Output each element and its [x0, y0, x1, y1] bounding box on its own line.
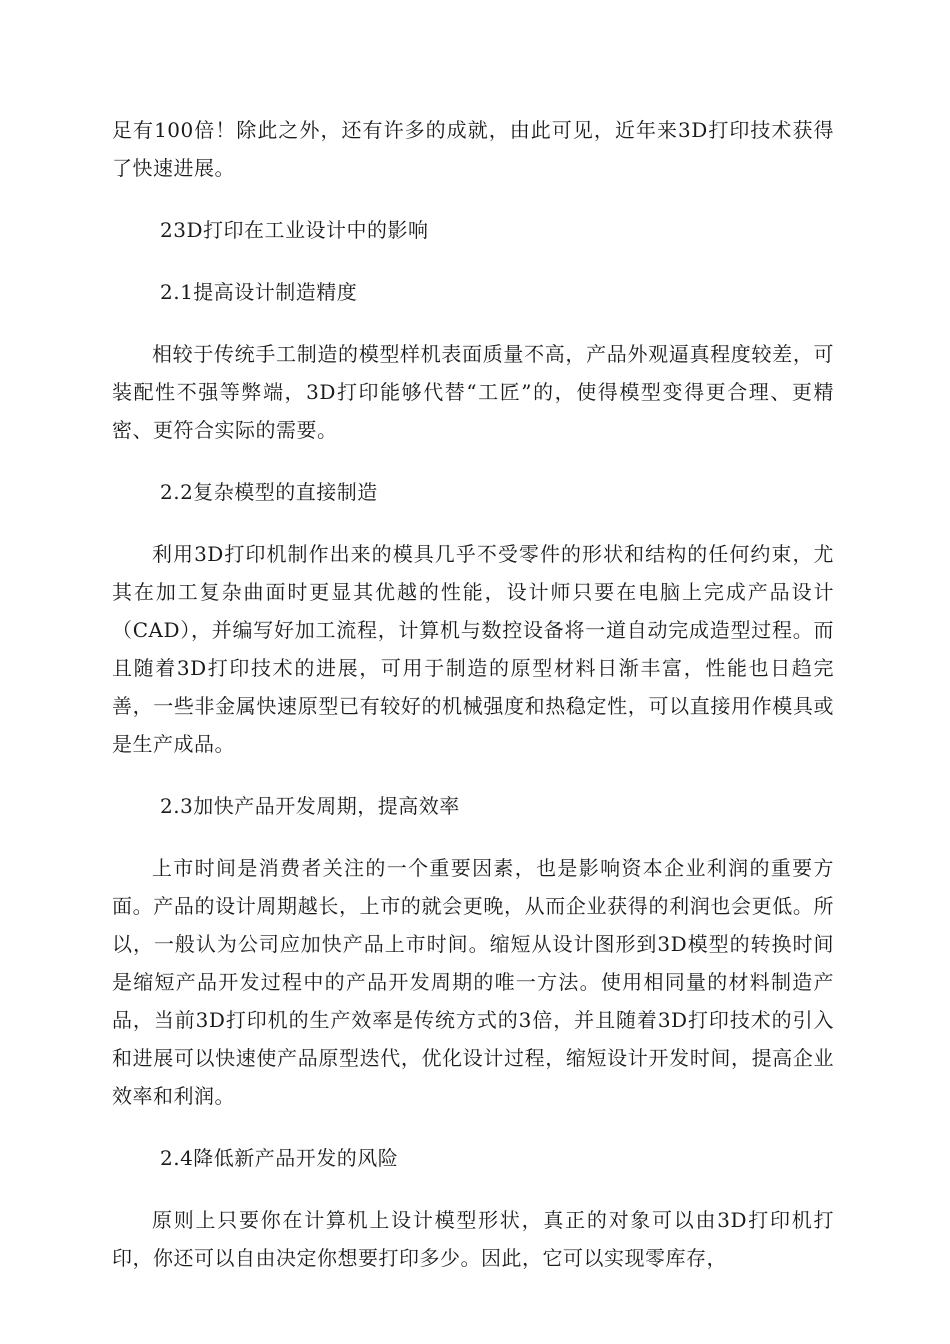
- subsection-heading-2-1: 2.1提高设计制造精度: [160, 280, 358, 304]
- paragraph-2-4: 原则上只要你在计算机上设计模型形状，真正的对象可以由3D打印机打印，你还可以自由决定你想要打印多少。因此，它可以实现零库存，: [112, 1208, 834, 1270]
- section-heading-2: 23D打印在工业设计中的影响: [160, 218, 429, 242]
- subsection-heading-2-2: 2.2复杂模型的直接制造: [160, 480, 378, 504]
- paragraph-2-1: 相较于传统手工制造的模型样机表面质量不高，产品外观逼真程度较差，可装配性不强等弊端，3D打印能够代替“工匠”的，使得模型变得更合理、更精密、更符合实际的需要。: [112, 342, 834, 442]
- document-page: [112, 111, 834, 1277]
- paragraph-continuation: 足有100倍！除此之外，还有许多的成就，由此可见，近年来3D打印技术获得了快速进展。: [112, 118, 834, 180]
- subsection-heading-2-3: 2.3加快产品开发周期，提高效率: [160, 794, 460, 818]
- subsection-heading-2-4: 2.4降低新产品开发的风险: [160, 1146, 399, 1170]
- paragraph-2-2: 利用3D打印机制作出来的模具几乎不受零件的形状和结构的任何约束，尤其在加工复杂曲面时更显其优越的性能，设计师只要在电脑上完成产品设计（CAD），并编写好加工流程，计算机与数控设备将一道自动完成造型过程。而且随着3D打印技术的进展，可用于制造的原型材料日渐丰富，性能也日趋完善，一些非金属快速原型已有较好的机械强度和热稳定性，可以直接用作模具或是生产成品。: [112, 542, 834, 756]
- paragraph-2-3: 上市时间是消费者关注的一个重要因素，也是影响资本企业利润的重要方面。产品的设计周期越长，上市的就会更晚，从而企业获得的利润也会更低。所以，一般认为公司应加快产品上市时间。缩短从设计图形到3D模型的转换时间是缩短产品开发过程中的产品开发周期的唯一方法。使用相同量的材料制造产品，当前3D打印机的生产效率是传统方式的3倍，并且随着3D打印技术的引入和进展可以快速使产品原型迭代，优化设计过程，缩短设计开发时间，提高企业效率和利润。: [112, 856, 834, 1108]
